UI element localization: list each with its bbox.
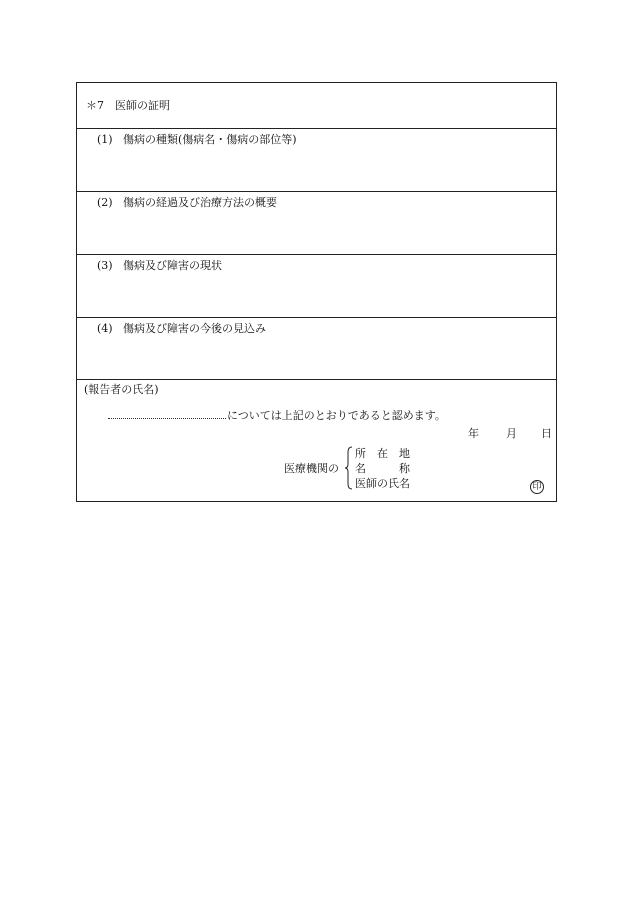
- form-header: [77, 83, 556, 129]
- section-number: (4): [97, 322, 113, 335]
- certification-statement: については上記のとおりであると認めます。: [227, 409, 446, 422]
- section-number: (2): [97, 196, 113, 209]
- reporter-section: [77, 379, 556, 501]
- section-current-status: [77, 254, 556, 318]
- doctor-certification-form: [76, 82, 557, 502]
- date-day-label: 日: [541, 427, 552, 440]
- institution-label: 医療機関の: [284, 462, 339, 475]
- institution-name-label: 名 称: [355, 462, 410, 475]
- reporter-label: (報告者の氏名): [84, 383, 159, 396]
- institution-address-label: 所 在 地: [355, 447, 410, 460]
- section-label: 傷病及び障害の今後の見込み: [123, 322, 266, 335]
- section-number: (3): [97, 259, 113, 272]
- section-label: 傷病及び障害の現状: [123, 259, 222, 272]
- section-label: 傷病の経過及び治療方法の概要: [123, 196, 277, 209]
- section-number: (1): [97, 133, 113, 146]
- reporter-name-line[interactable]: [108, 418, 226, 419]
- brace-icon: [344, 446, 354, 490]
- section-label: 傷病の種類(傷病名・傷病の部位等): [123, 133, 297, 146]
- seal-icon: 印: [530, 480, 544, 494]
- section-prognosis: [77, 317, 556, 380]
- section-injury-type: [77, 128, 556, 192]
- date-year-label: 年: [468, 427, 479, 440]
- date-month-label: 月: [506, 427, 517, 440]
- doctor-name-label: 医師の氏名: [355, 477, 410, 490]
- section-injury-progress: [77, 191, 556, 255]
- form-title: ＊7 医師の証明: [86, 99, 170, 112]
